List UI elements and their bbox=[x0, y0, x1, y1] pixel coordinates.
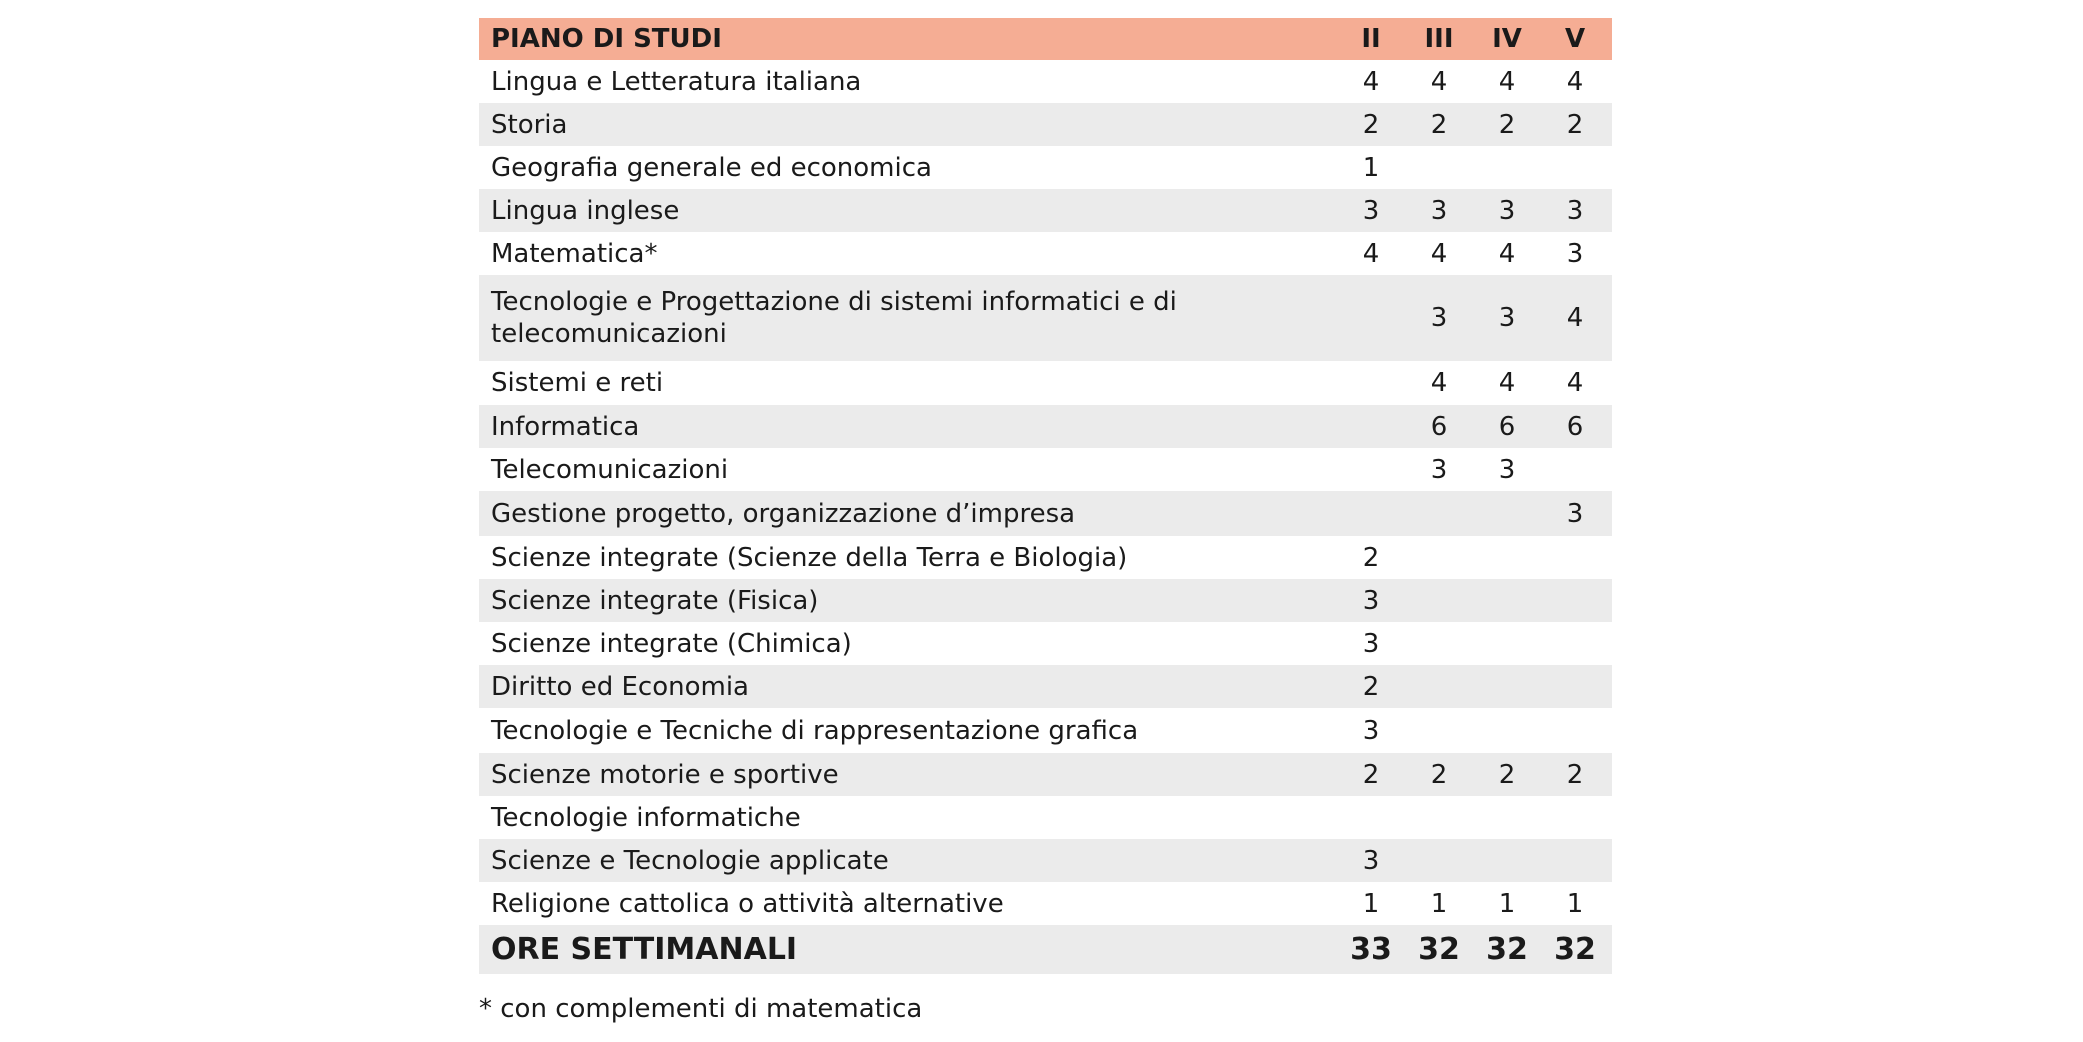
hours-cell: 6 bbox=[1566, 411, 1584, 442]
table-row bbox=[479, 708, 1612, 753]
hours-cell: 3 bbox=[1430, 454, 1448, 485]
year-header-v: V bbox=[1564, 24, 1586, 54]
subject-name: Tecnologie e Tecniche di rappresentazione grafica bbox=[491, 715, 1139, 746]
hours-cell: 1 bbox=[1566, 888, 1584, 919]
subject-name: Diritto ed Economia bbox=[491, 671, 749, 702]
table-row bbox=[479, 405, 1612, 448]
total-value: 32 bbox=[1554, 931, 1596, 967]
table-row bbox=[479, 622, 1612, 665]
hours-cell: 4 bbox=[1498, 66, 1516, 97]
hours-cell: 2 bbox=[1362, 542, 1380, 573]
hours-cell: 4 bbox=[1430, 238, 1448, 269]
hours-cell: 3 bbox=[1362, 195, 1380, 226]
hours-cell: 3 bbox=[1430, 303, 1448, 333]
table-row bbox=[479, 796, 1612, 839]
total-row bbox=[479, 925, 1612, 974]
hours-cell: 4 bbox=[1566, 303, 1584, 333]
table-row bbox=[479, 882, 1612, 925]
subject-name: Lingua inglese bbox=[491, 195, 680, 226]
table-body bbox=[479, 60, 1612, 925]
subject-name: Scienze integrate (Fisica) bbox=[491, 585, 819, 616]
table-row bbox=[479, 60, 1612, 103]
subject-name: Tecnologie e Progettazione di sistemi informatici e di telecomunicazioni bbox=[491, 287, 1177, 349]
hours-cell: 3 bbox=[1362, 715, 1380, 746]
table-row bbox=[479, 361, 1612, 405]
hours-cell: 4 bbox=[1566, 368, 1584, 398]
table-row bbox=[479, 275, 1612, 361]
table-title: PIANO DI STUDI bbox=[491, 24, 722, 54]
table-row bbox=[479, 753, 1612, 796]
subject-name: Storia bbox=[491, 109, 568, 140]
subject-name: Scienze motorie e sportive bbox=[491, 759, 839, 790]
hours-cell: 4 bbox=[1430, 368, 1448, 398]
hours-cell: 4 bbox=[1362, 66, 1380, 97]
hours-cell: 3 bbox=[1566, 498, 1584, 529]
hours-cell: 1 bbox=[1498, 888, 1516, 919]
hours-cell: 4 bbox=[1430, 66, 1448, 97]
subject-name: Sistemi e reti bbox=[491, 368, 664, 398]
hours-cell: 4 bbox=[1498, 238, 1516, 269]
subject-name: Matematica* bbox=[491, 238, 658, 269]
hours-cell: 3 bbox=[1430, 195, 1448, 226]
year-header-ii: II bbox=[1361, 24, 1381, 54]
hours-cell: 3 bbox=[1362, 585, 1380, 616]
year-header-iv: IV bbox=[1492, 24, 1522, 54]
hours-cell: 4 bbox=[1566, 66, 1584, 97]
subject-name: Scienze integrate (Chimica) bbox=[491, 628, 852, 659]
hours-cell: 3 bbox=[1362, 845, 1380, 876]
subject-name: Telecomunicazioni bbox=[491, 454, 729, 485]
subject-name: Religione cattolica o attività alternative bbox=[491, 888, 1004, 919]
year-header-iii: III bbox=[1424, 24, 1454, 54]
table-header bbox=[479, 18, 1612, 60]
hours-cell: 6 bbox=[1498, 411, 1516, 442]
total-value: 33 bbox=[1350, 931, 1392, 967]
hours-cell: 2 bbox=[1362, 109, 1380, 140]
hours-cell: 2 bbox=[1430, 759, 1448, 790]
hours-cell: 3 bbox=[1498, 454, 1516, 485]
table-row bbox=[479, 491, 1612, 536]
subject-name: Informatica bbox=[491, 411, 640, 442]
table-row bbox=[479, 103, 1612, 146]
hours-cell: 3 bbox=[1362, 628, 1380, 659]
subject-name: Geografia generale ed economica bbox=[491, 152, 932, 183]
hours-cell: 2 bbox=[1430, 109, 1448, 140]
table-row bbox=[479, 146, 1612, 189]
hours-cell: 2 bbox=[1362, 671, 1380, 702]
hours-cell: 2 bbox=[1566, 759, 1584, 790]
hours-cell: 4 bbox=[1362, 238, 1380, 269]
table-row bbox=[479, 448, 1612, 491]
total-value: 32 bbox=[1418, 931, 1460, 967]
subject-name: Lingua e Letteratura italiana bbox=[491, 66, 862, 97]
subject-name: Gestione progetto, organizzazione d’impresa bbox=[491, 498, 1076, 529]
table-row bbox=[479, 536, 1612, 579]
table-row bbox=[479, 189, 1612, 232]
hours-cell: 6 bbox=[1430, 411, 1448, 442]
hours-cell: 3 bbox=[1566, 195, 1584, 226]
footnote: * con complementi di matematica bbox=[479, 994, 923, 1024]
subject-name: Scienze integrate (Scienze della Terra e Biologia) bbox=[491, 542, 1128, 573]
table-row bbox=[479, 579, 1612, 622]
study-plan-table bbox=[479, 18, 1612, 974]
hours-cell: 3 bbox=[1566, 238, 1584, 269]
hours-cell: 3 bbox=[1498, 195, 1516, 226]
subject-name: Scienze e Tecnologie applicate bbox=[491, 845, 889, 876]
table-row bbox=[479, 839, 1612, 882]
subject-name: Tecnologie informatiche bbox=[491, 802, 801, 833]
hours-cell: 2 bbox=[1498, 759, 1516, 790]
table-row bbox=[479, 232, 1612, 275]
hours-cell: 1 bbox=[1430, 888, 1448, 919]
hours-cell: 4 bbox=[1498, 368, 1516, 398]
hours-cell: 1 bbox=[1362, 152, 1380, 183]
total-value: 32 bbox=[1486, 931, 1528, 967]
hours-cell: 2 bbox=[1566, 109, 1584, 140]
hours-cell: 2 bbox=[1362, 759, 1380, 790]
table-row bbox=[479, 665, 1612, 708]
total-label: ORE SETTIMANALI bbox=[491, 931, 798, 967]
hours-cell: 2 bbox=[1498, 109, 1516, 140]
hours-cell: 1 bbox=[1362, 888, 1380, 919]
hours-cell: 3 bbox=[1498, 303, 1516, 333]
